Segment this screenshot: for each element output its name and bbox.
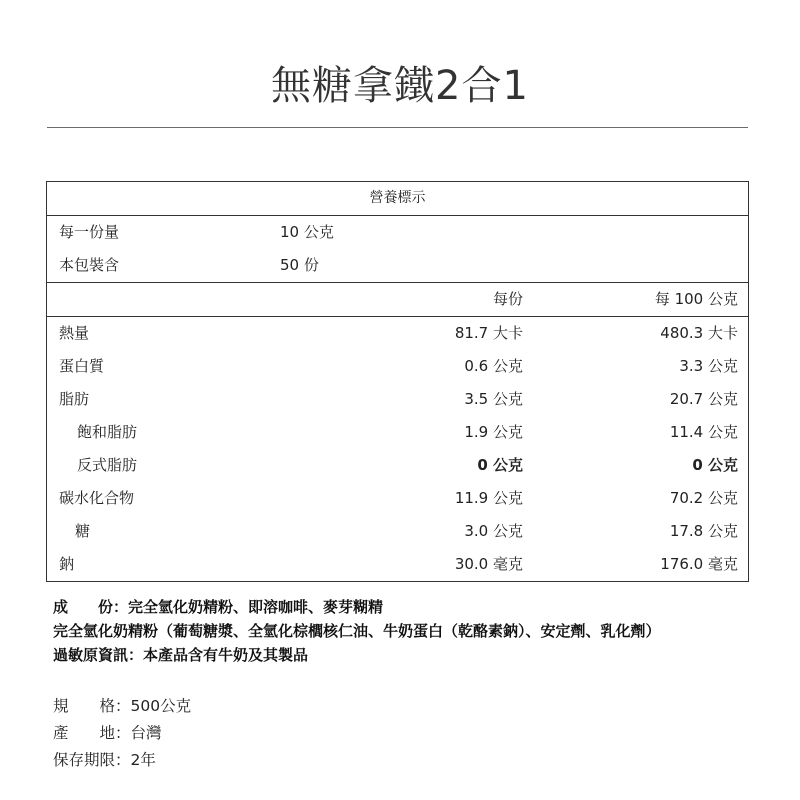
col-per-100g: 每 100 公克 xyxy=(654,290,738,308)
nutrition-heading: 營養標示 xyxy=(47,182,748,216)
nutrient-row-sodium xyxy=(47,548,748,581)
spec-line xyxy=(53,693,191,720)
nutrient-row-saturated-fat xyxy=(47,416,748,449)
shelf-life-value: 2年 xyxy=(130,751,156,769)
shelf-life-line xyxy=(53,747,191,774)
nutrient-row-protein xyxy=(47,350,748,383)
allergen-line: 過敏原資訊：本產品含有牛奶及其製品 xyxy=(53,646,309,664)
nutrient-label: 反式脂肪 xyxy=(77,456,138,474)
nutrient-label: 飽和脂肪 xyxy=(77,423,138,441)
nutrient-per-100g: 176.0 毫克 xyxy=(660,555,738,573)
nutrient-label: 鈉 xyxy=(59,555,75,573)
servings-value: 50 份 xyxy=(280,256,319,274)
creamer-ingredients-line: 完全氫化奶精粉（葡萄糖漿、全氫化棕櫚核仁油、牛奶蛋白（乾酪素鈉）、安定劑、乳化劑） xyxy=(53,622,661,640)
nutrient-row-carbohydrate xyxy=(47,482,748,515)
origin-value: 台灣 xyxy=(130,724,162,742)
nutrient-row-fat xyxy=(47,383,748,416)
nutrient-label: 脂肪 xyxy=(59,390,90,408)
nutrient-label: 糖 xyxy=(75,522,91,540)
serving-size-value: 10 公克 xyxy=(280,223,334,241)
product-meta xyxy=(53,693,191,774)
nutrient-label: 蛋白質 xyxy=(59,357,105,375)
nutrient-per-100g: 11.4 公克 xyxy=(669,423,738,441)
nutrient-per-serving: 3.0 公克 xyxy=(464,522,523,540)
servings-label: 本包裝含 xyxy=(59,256,120,274)
nutrient-per-serving: 0 公克 xyxy=(477,456,523,474)
shelf-life-label: 保存期限： xyxy=(53,751,131,769)
col-per-serving: 每份 xyxy=(492,290,523,308)
nutrient-per-serving: 81.7 大卡 xyxy=(454,324,523,342)
nutrient-row-energy xyxy=(47,317,748,350)
spec-value: 500公克 xyxy=(130,697,192,715)
nutrient-per-serving: 30.0 毫克 xyxy=(454,555,523,573)
servings-row xyxy=(47,249,748,283)
nutrient-per-serving: 1.9 公克 xyxy=(464,423,523,441)
title-divider xyxy=(47,127,748,128)
ingredients-line: 成 份：完全氫化奶精粉、即溶咖啡、麥芽糊精 xyxy=(53,598,384,616)
nutrient-per-100g: 17.8 公克 xyxy=(669,522,738,540)
nutrient-per-100g: 480.3 大卡 xyxy=(660,324,738,342)
nutrient-per-100g: 0 公克 xyxy=(692,456,738,474)
nutrient-row-sugar xyxy=(47,515,748,548)
serving-size-row xyxy=(47,216,748,249)
page-title: 無糖拿鐵2合1 xyxy=(271,63,529,109)
column-header-row xyxy=(47,283,748,317)
serving-size-label: 每一份量 xyxy=(59,223,120,241)
nutrition-table xyxy=(46,181,749,582)
nutrient-per-100g: 3.3 公克 xyxy=(679,357,738,375)
nutrient-per-serving: 11.9 公克 xyxy=(454,489,523,507)
spec-label: 規 格： xyxy=(53,697,131,715)
nutrient-per-serving: 3.5 公克 xyxy=(464,390,523,408)
nutrient-label: 碳水化合物 xyxy=(59,489,135,507)
origin-line xyxy=(53,720,191,747)
ingredients-block xyxy=(53,595,661,667)
nutrient-per-serving: 0.6 公克 xyxy=(464,357,523,375)
nutrient-per-100g: 20.7 公克 xyxy=(669,390,738,408)
nutrient-row-trans-fat xyxy=(47,449,748,482)
nutrient-label: 熱量 xyxy=(59,324,90,342)
origin-label: 產 地： xyxy=(53,724,131,742)
nutrient-per-100g: 70.2 公克 xyxy=(669,489,738,507)
